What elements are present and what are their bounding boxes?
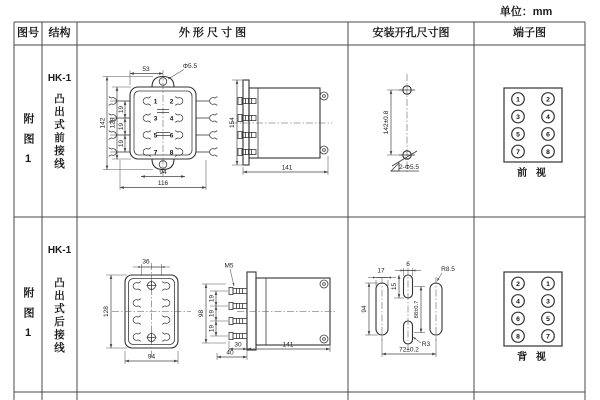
dim-40: 40	[226, 349, 234, 357]
row1-terminal-diagram	[504, 88, 562, 179]
dim-128: 128	[103, 306, 110, 317]
header-outline: 外 形 尺 寸 图	[178, 27, 247, 39]
dim-30: 30	[234, 341, 242, 349]
dim-141: 141	[282, 341, 294, 349]
terminal-number: 5	[153, 132, 158, 140]
dim-pitch: 19	[208, 324, 216, 333]
dim-94: 94	[159, 169, 167, 176]
header-structure: 结构	[48, 27, 71, 39]
row2-figure-no: 附图1	[22, 287, 34, 348]
row2-model: HK-1	[47, 245, 72, 256]
row1-mounting-drawing	[383, 74, 419, 172]
terminal-number: 7	[153, 149, 158, 157]
dim-pitch: 19	[208, 294, 216, 303]
terminal-circle: 5	[516, 131, 520, 139]
dim-94: 94	[147, 353, 156, 361]
screw-label: M5	[224, 262, 234, 270]
dim-154: 154	[229, 117, 236, 128]
terminal-circle: 4	[516, 298, 520, 306]
header-mounting: 安装开孔尺寸图	[372, 27, 450, 39]
terminal-circle: 6	[516, 315, 520, 323]
dim-88: 88±0.7	[414, 300, 420, 319]
row1-outline-front-drawing	[100, 63, 218, 190]
row1-model: HK-1	[47, 73, 72, 84]
terminal-number: 8	[169, 149, 174, 157]
table-grid	[14, 22, 585, 400]
unit-label: 单位：mm	[499, 6, 553, 18]
terminal-circle: 7	[516, 148, 520, 156]
terminal-circle: 1	[516, 96, 520, 104]
terminal-number: 3	[153, 115, 158, 123]
row2-outline-front-drawing	[103, 259, 191, 365]
dim-141: 141	[281, 164, 293, 172]
row1-figure-no: 附图1	[22, 113, 34, 174]
row2-structure: 凸出式后接线	[53, 277, 65, 355]
terminal-circle: 3	[546, 298, 550, 306]
terminal-circle: 5	[546, 315, 550, 323]
row1-structure: 凸出式前接线	[53, 93, 65, 171]
dim-128: 128	[109, 117, 117, 129]
dim-98: 98	[198, 309, 205, 318]
dim-72: 72±0.2	[399, 346, 419, 354]
dim-36: 36	[142, 258, 150, 266]
terminal-circle: 6	[546, 131, 550, 139]
dim-116: 116	[157, 180, 169, 187]
row2-terminal-diagram	[504, 272, 562, 363]
dim-17: 17	[377, 267, 385, 275]
terminal-circle: 8	[546, 148, 550, 156]
terminal-circle: 7	[546, 333, 550, 341]
holes-label: 2-Φ5.5	[398, 164, 420, 171]
row1-outline-side-drawing	[229, 80, 332, 175]
dim-pitch: 19	[118, 122, 125, 131]
dim-hole: Φ5.5	[182, 63, 198, 70]
dim-pitch: 19	[118, 139, 125, 148]
dim-6: 6	[406, 261, 410, 268]
terminal-circle: 4	[546, 113, 550, 121]
terminal-number: 2	[169, 98, 174, 106]
terminal-number: 4	[169, 115, 174, 123]
terminal-circle: 2	[546, 96, 550, 104]
header-figure-no: 图号	[17, 27, 39, 39]
radius-center-label: R3	[421, 341, 431, 348]
header-terminal: 端子图	[513, 27, 546, 39]
dim-hole-spacing: 142±0.8	[383, 110, 390, 135]
dim-pitch: 19	[118, 105, 125, 114]
row2-mounting-drawing	[361, 261, 455, 357]
dim-142: 142	[99, 117, 107, 129]
view-caption: 背 视	[517, 352, 549, 363]
dim-15: 15	[391, 282, 398, 291]
dim-pitch: 19	[208, 309, 216, 318]
terminal-circle: 3	[516, 113, 520, 121]
dim-94: 94	[361, 305, 368, 313]
terminal-number: 6	[169, 132, 174, 140]
row2-outline-side-drawing	[198, 263, 336, 361]
view-caption: 前 视	[517, 168, 549, 179]
terminal-number: 1	[153, 98, 158, 106]
dim-53: 53	[142, 66, 150, 73]
terminal-circle: 1	[546, 280, 550, 288]
radius-outer-label: R8.5	[441, 266, 455, 273]
terminal-circle: 2	[516, 280, 520, 288]
terminal-circle: 8	[516, 333, 520, 341]
